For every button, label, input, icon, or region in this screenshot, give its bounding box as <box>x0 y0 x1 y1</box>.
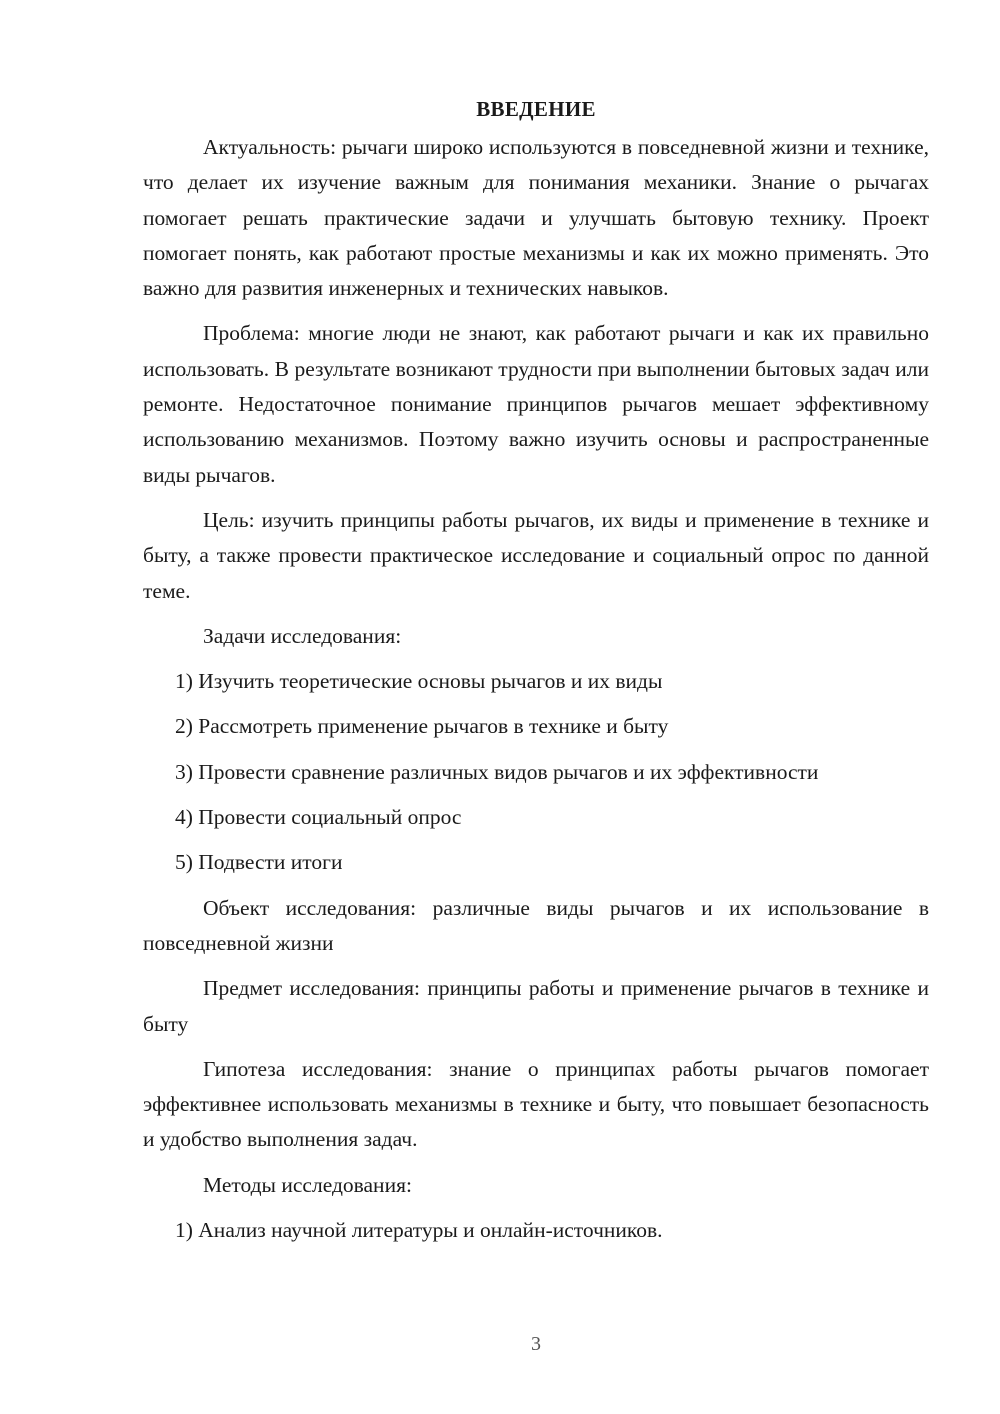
problem-paragraph: Проблема: многие люди не знают, как работают рычаги и как их правильно использовать. В результате возникают трудности при выполнении бытовых задач или ремонте. Недостаточное понимание принципов рычагов мешает эффективному использованию механизмов. Поэтому важно изучить основы и распространенные виды рычагов. <box>143 321 929 487</box>
page-title: ВВЕДЕНИЕ <box>476 97 596 121</box>
page-number: 3 <box>531 1333 541 1355</box>
task-item-2: 2) Рассмотреть применение рычагов в технике и быту <box>175 714 669 739</box>
subject-paragraph: Предмет исследования: принципы работы и применение рычагов в технике и быту <box>143 976 929 1036</box>
method-item-1: 1) Анализ научной литературы и онлайн-источников. <box>175 1218 663 1243</box>
object-paragraph: Объект исследования: различные виды рычагов и их использование в повседневной жизни <box>143 895 929 955</box>
methods-heading: Методы исследования: <box>203 1172 412 1197</box>
goal-paragraph: Цель: изучить принципы работы рычагов, их виды и применение в технике и быту, а также провести практическое исследование и социальный опрос по данной теме. <box>143 507 929 603</box>
hypothesis-paragraph: Гипотеза исследования: знание о принципах работы рычагов помогает эффективнее использовать механизмы в технике и быту, что повышает безопасность и удобство выполнения задач. <box>143 1056 929 1152</box>
task-item-4: 4) Провести социальный опрос <box>175 805 462 830</box>
task-item-3: 3) Провести сравнение различных видов рычагов и их эффективности <box>175 759 819 784</box>
tasks-heading: Задачи исследования: <box>203 623 402 648</box>
task-item-5: 5) Подвести итоги <box>175 850 343 875</box>
task-item-1: 1) Изучить теоретические основы рычагов и их виды <box>175 669 663 694</box>
document-page <box>143 92 929 1258</box>
relevance-paragraph: Актуальность: рычаги широко используются в повседневной жизни и технике, что делает их изучение важным для понимания механики. Знание о рычагах помогает решать практические задачи и улучшать бытовую технику. Проект помогает понять, как работают простые механизмы и как их можно применять. Это важно для развития инженерных и технических навыков. <box>143 135 929 301</box>
